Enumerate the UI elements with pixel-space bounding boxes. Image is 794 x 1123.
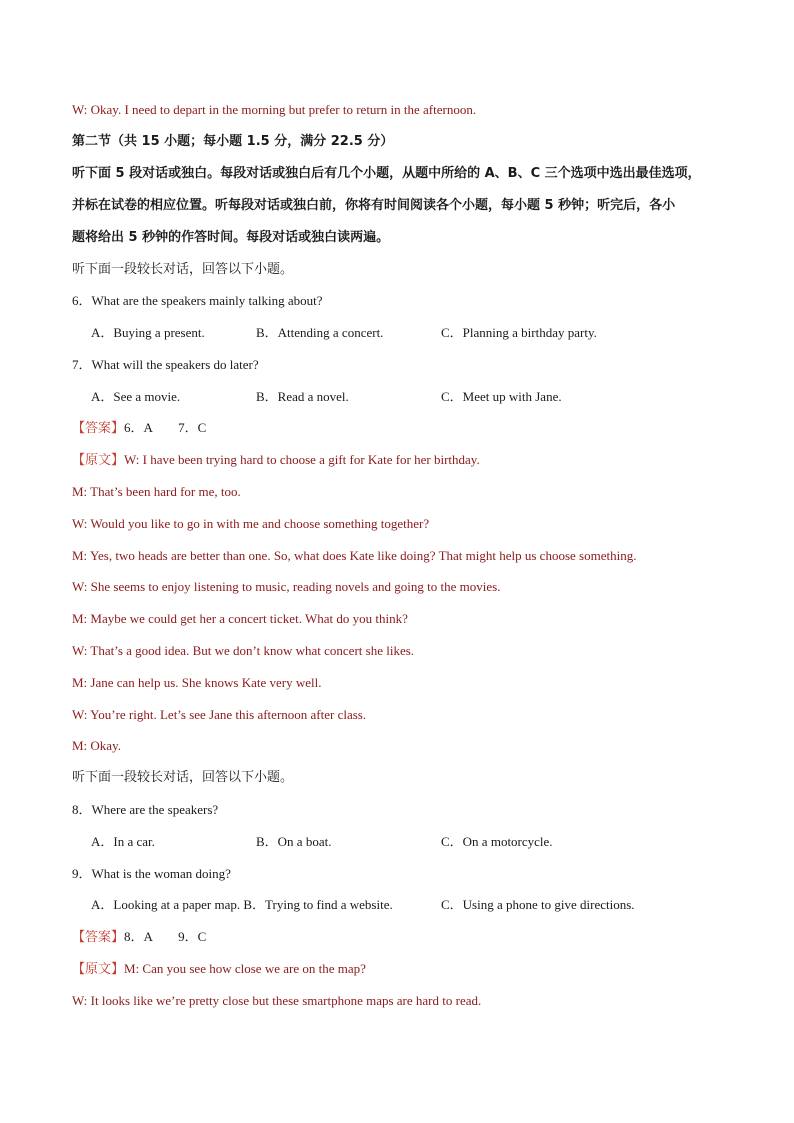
group1-transcript-line-9: W: You’re right. Let’s see Jane this afternoon after class. — [72, 707, 367, 722]
question-8-option-a: A．In a car. — [91, 834, 155, 849]
section-heading: 第二节（共 15 小题；每小题 1.5 分，满分 22.5 分） — [72, 134, 394, 149]
transcript-tag: 【原文】 — [72, 453, 125, 468]
answer-tag: 【答案】 — [72, 421, 125, 436]
question-9-option-c: C．Using a phone to give directions. — [441, 897, 635, 912]
group1-transcript-line-7: W: That’s a good idea. But we don’t know what concert she likes. — [72, 643, 415, 658]
group1-answer — [72, 419, 206, 438]
question-8-option-b: B．On a boat. — [256, 834, 332, 849]
question-6-option-b: B．Attending a concert. — [256, 325, 384, 340]
top-dialogue-line: W: Okay. I need to depart in the morning but prefer to return in the afternoon. — [72, 102, 477, 117]
answer-text: 6．A 7．C — [124, 420, 207, 435]
question-8-stem: 8．Where are the speakers? — [72, 802, 219, 817]
group1-transcript-line-8: M: Jane can help us. She knows Kate very well. — [72, 675, 322, 690]
group1-transcript-line-3: W: Would you like to go in with me and choose something together? — [72, 516, 430, 531]
question-9-stem: 9．What is the woman doing? — [72, 866, 231, 881]
question-7-option-a: A．See a movie. — [91, 389, 181, 404]
question-7-option-c: C．Meet up with Jane. — [441, 389, 562, 404]
group1-transcript-line-4: M: Yes, two heads are better than one. So, what does Kate like doing? That might help us choose something. — [72, 548, 637, 563]
transcript-text: M: Can you see how close we are on the map? — [124, 961, 366, 976]
question-8-option-c: C．On a motorcycle. — [441, 834, 553, 849]
group1-transcript-line-2: M: That’s been hard for me, too. — [72, 484, 241, 499]
group2-transcript-line-1 — [72, 960, 366, 979]
group1-transcript-line-1 — [72, 451, 480, 470]
transcript-tag: 【原文】 — [72, 962, 125, 977]
question-6-option-c: C．Planning a birthday party. — [441, 325, 597, 340]
question-9-options-ab: A．Looking at a paper map. B．Trying to find a website. — [91, 897, 393, 912]
group1-transcript-line-10: M: Okay. — [72, 738, 121, 753]
question-6-option-a: A．Buying a present. — [91, 325, 205, 340]
group1-transcript-line-5: W: She seems to enjoy listening to music, reading novels and going to the movies. — [72, 579, 501, 594]
answer-tag: 【答案】 — [72, 930, 125, 945]
group2-answer — [72, 928, 206, 947]
transcript-text: W: I have been trying hard to choose a gift for Kate for her birthday. — [124, 452, 480, 467]
group2-intro: 听下面一段较长对话，回答以下小题。 — [72, 770, 294, 785]
group2-transcript-line-2: W: It looks like we’re pretty close but these smartphone maps are hard to read. — [72, 993, 482, 1008]
question-6-stem: 6．What are the speakers mainly talking about? — [72, 293, 323, 308]
group1-intro: 听下面一段较长对话，回答以下小题。 — [72, 262, 294, 277]
group1-transcript-line-6: M: Maybe we could get her a concert ticket. What do you think? — [72, 611, 408, 626]
question-7-option-b: B．Read a novel. — [256, 389, 349, 404]
question-7-stem: 7．What will the speakers do later? — [72, 357, 259, 372]
section-instructions-line-2: 并标在试卷的相应位置。听每段对话或独白前，你将有时间阅读各个小题，每小题 5 秒钟；听完后，各小 — [72, 198, 676, 213]
answer-text: 8．A 9．C — [124, 929, 207, 944]
section-instructions-line-1: 听下面 5 段对话或独白。每段对话或独白后有几个小题，从题中所给的 A、B、C 三个选项中选出最佳选项， — [72, 166, 701, 181]
section-instructions-line-3: 题将给出 5 秒钟的作答时间。每段对话或独白读两遍。 — [72, 230, 390, 245]
